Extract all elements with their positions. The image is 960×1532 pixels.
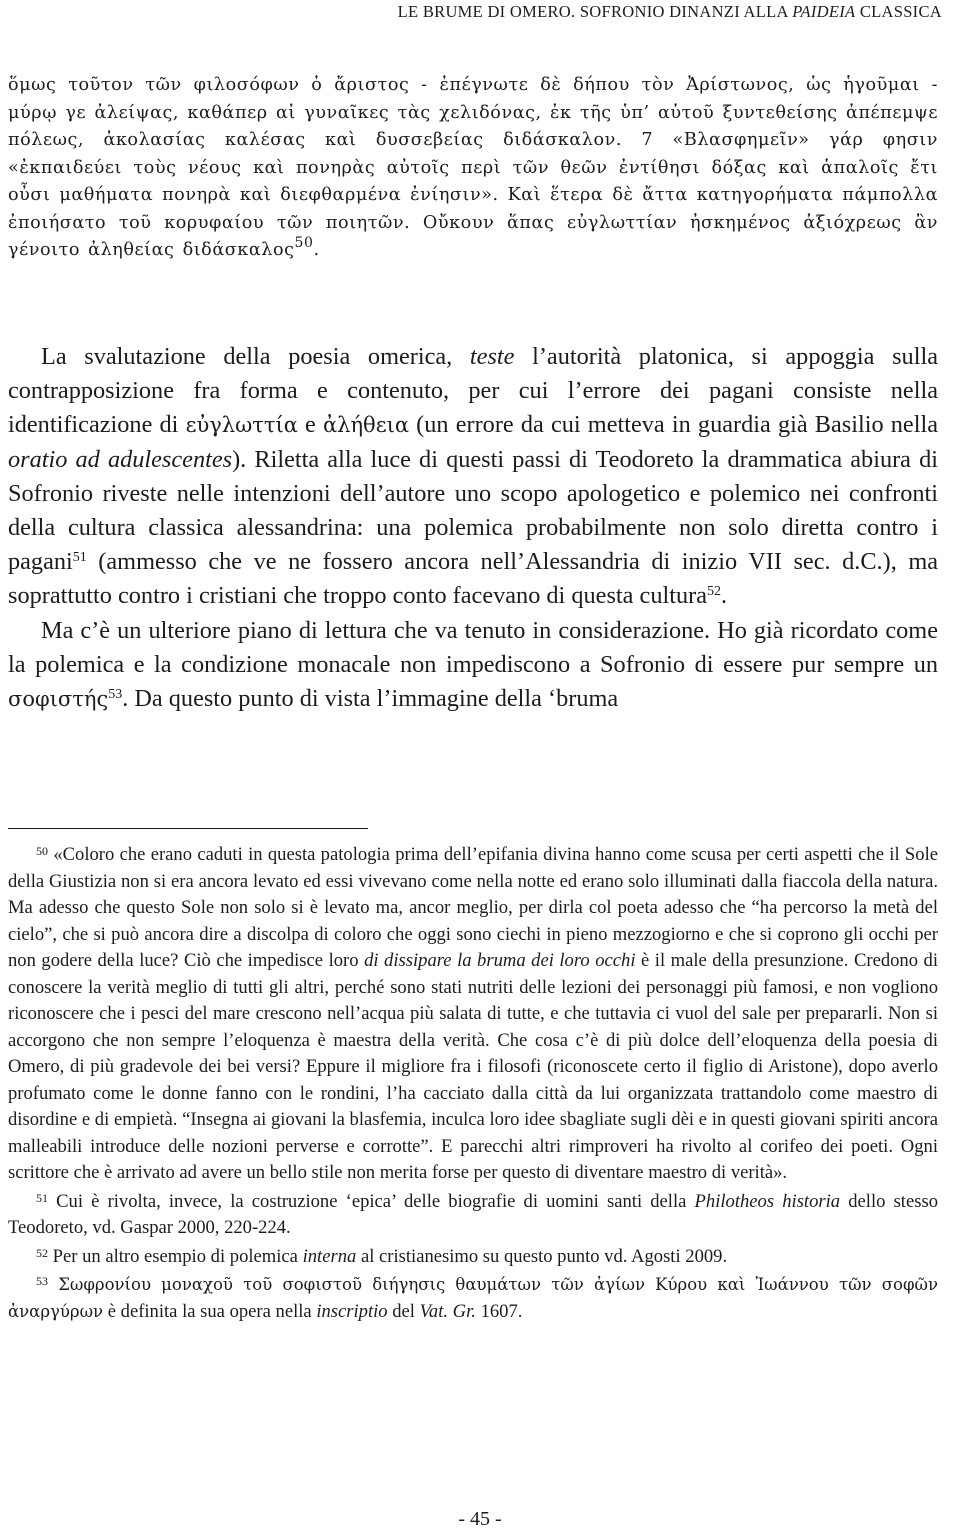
paragraph-2 [8, 614, 938, 717]
footnote-number: 50 [36, 844, 48, 858]
footnote-text: dello stesso Teodoreto, vd. Gaspar 2000, 220-224. [8, 1190, 938, 1238]
footnote-text: Cui è rivolta, invece, la costruzione ‘epica’ delle biografie di uomini santi della [48, 1190, 695, 1212]
text-run: (un errore da cui metteva in guardia già Basilio nella [409, 411, 939, 439]
text-run: ). Riletta alla luce di questi passi di Teodoreto la drammatica abiura di Sofronio riveste nelle intenzioni dell’autore uno scopo apologetico e polemico nei confronti della cultura classica alessandrina: una polemica probabilmente non solo diretta contro i pagani [8, 445, 938, 576]
footnote-ref-50: 50 [294, 235, 314, 251]
main-text [8, 340, 938, 716]
footnote-text: è definita la sua opera nella [103, 1300, 317, 1322]
footnote-italic: Philotheos historia [694, 1190, 841, 1212]
footnote-separator [8, 828, 368, 829]
greek-term: σοφιστής [8, 687, 109, 712]
footnote-text: è il male della presunzione. Credono di conoscere la verità meglio di tutti gli altri, perché sono stati nutriti delle lezioni dei personaggi più famosi, e non vogliono riconoscere che i pesci del mare crescono nell’acqua più salata di tutte, e che tuttavia ci vuol del sale per prepararli. Non si accorgono che non sempre l’eloquenza è maestra della verità. Che cosa c’è di più dolce dell’eloquenza della poesia di Omero, di più gradevole dei bei versi? Eppure il migliore fra i filosofi (riconoscete certo il figlio di Aristone), dopo averlo profumato come le donne fanno con le rondini, l’ha cacciato dalla città da lui organizzata trattandolo come maestro di disordine e di empietà. “Insegna ai giovani la blasfemia, inculca loro idee sbagliate sugli dèi e in questi giovani spiriti ancora malleabili introduce delle nozioni perverse e corrotte”. E parecchi altri rimproveri ha rivolto al corifeo dei poeti. Ogni scrittore che è arrivato ad avere un bello stile non merita forse per questo di diventare maestro di verità». [8, 950, 939, 1183]
italic-term: teste [469, 343, 515, 370]
text-run: e [297, 411, 323, 439]
footnote-text: del [387, 1300, 420, 1322]
greek-quotation [8, 72, 938, 265]
greek-quotation-text: ὅμως τοῦτον τῶν φιλοσόφων ὁ ἄριστος - ἐπέγνωτε δὲ δήπου τὸν Ἀρίστωνος, ὡς ἡγοῦμαι - μύρῳ γε ἀλείψας, καθάπερ αἱ γυναῖκες τὰς χελιδόνας, ἐκ τῆς ὑπ’ αὐτοῦ ξυντεθείσης ἀπέπεμψε πόλεως, ἀκολασίας καλέσας καὶ δυσσεβείας διδάσκαλον. 7 «Βλασφημεῖν» γάρ φησιν «ἐκπαιδεύει τοὺς νέους καὶ πονηρὰς αὐτοῖς περὶ τῶν θεῶν ἐντίθησι δόξας καὶ ἁπαλοῖς ἔτι οὖσι μαθήματα πονηρὰ καὶ διεφθαρμένα ἐνίησιν». Καὶ ἕτερα δὲ ἄττα κατηγορήματα πάμπολλα ἐποιήσατο τοῦ κορυφαίου τῶν ποιητῶν. Οὔκουν ἅπας εὐγλωττίαν ἠσκημένος ἀξιόχρεως ἂν γένοιτο ἀληθείας διδάσκαλος [8, 75, 938, 260]
running-head-text-end: CLASSICA [855, 2, 942, 21]
footnote-italic: inscriptio [316, 1300, 388, 1322]
greek-term: εὐγλωττία [185, 413, 298, 438]
footnote-ref-53: 53 [108, 687, 123, 703]
footnote-italic: Vat. Gr. [419, 1300, 476, 1322]
footnote-number: 52 [36, 1245, 48, 1260]
footnote-50 [8, 842, 938, 1187]
italic-title: oratio ad adulescentes [8, 445, 233, 473]
footnote-italic: interna [302, 1245, 357, 1267]
running-head-text: LE BRUME DI OMERO. SOFRONIO DINANZI ALLA [397, 2, 793, 21]
footnote-number: 51 [36, 1190, 48, 1205]
text-run: . Da questo punto di vista l’immagine della ‘bruma [122, 685, 619, 713]
greek-quotation-end: . [313, 240, 320, 260]
text-run: l’autorità platonica, si appoggia sulla contrapposizione fra forma e contenuto, per cui l’errore dei pagani consiste nella identificazione di [8, 343, 938, 439]
footnote-text: «Coloro che erano caduti in questa patologia prima dell’epifania divina hanno come scusa per certi aspetti che il Sole della Giustizia non si era ancora levato ed essi vivevano come nella notte ed erano solo illuminati dalla fiaccola della natura. Ma adesso che questo Sole non solo si è levato ma, ancor meglio, per dirla col poeta adesso che “ha percorso la metà del cielo”, che si può ancora dire a discolpa di coloro che oggi sono ciechi in pieno mezzogiorno e che si coprono gli occhi per non godere della luce? Ciò che impedisce loro [8, 844, 938, 971]
running-head [18, 0, 942, 24]
footnote-ref-51: 51 [72, 550, 87, 566]
footnote-number: 53 [36, 1274, 48, 1288]
footnote-53 [8, 1272, 938, 1325]
page-number: - 45 - [458, 1508, 502, 1530]
text-run: . [721, 582, 728, 610]
paragraph-1 [8, 340, 938, 614]
footnote-ref-52: 52 [707, 584, 721, 600]
footnote-text: al cristianesimo su questo punto vd. Agosti 2009. [356, 1245, 728, 1267]
footnote-52 [8, 1244, 938, 1271]
footnote-text: 1607. [475, 1300, 523, 1322]
footnote-italic: di dissipare la bruma dei loro occhi [364, 950, 636, 971]
footnote-greek: Σωφρονίου μοναχοῦ τοῦ σοφιστοῦ διήγησις θαυμάτων τῶν ἁγίων Κύρου καὶ Ἰωάννου τῶν σοφῶν ἀναργύρων [8, 1275, 938, 1321]
running-head-italic: PAIDEIA [792, 2, 856, 21]
text-run: Ma c’è un ulteriore piano di lettura che va tenuto in considerazione. Ho già ricordato come la polemica e la condizione monacale non impediscono a Sofronio di essere pur sempre un [8, 616, 938, 678]
text-run: La svalutazione della poesia omerica, [41, 343, 470, 370]
footnotes [8, 842, 938, 1327]
footnote-text: Per un altro esempio di polemica [48, 1245, 303, 1267]
footnote-51 [8, 1189, 938, 1242]
greek-term: ἀλήθεια [322, 413, 409, 438]
text-run: (ammesso che ve ne fossero ancora nell’Alessandria di inizio VII sec. d.C.), ma soprattutto contro i cristiani che troppo conto facevano di questa cultura [8, 548, 938, 610]
